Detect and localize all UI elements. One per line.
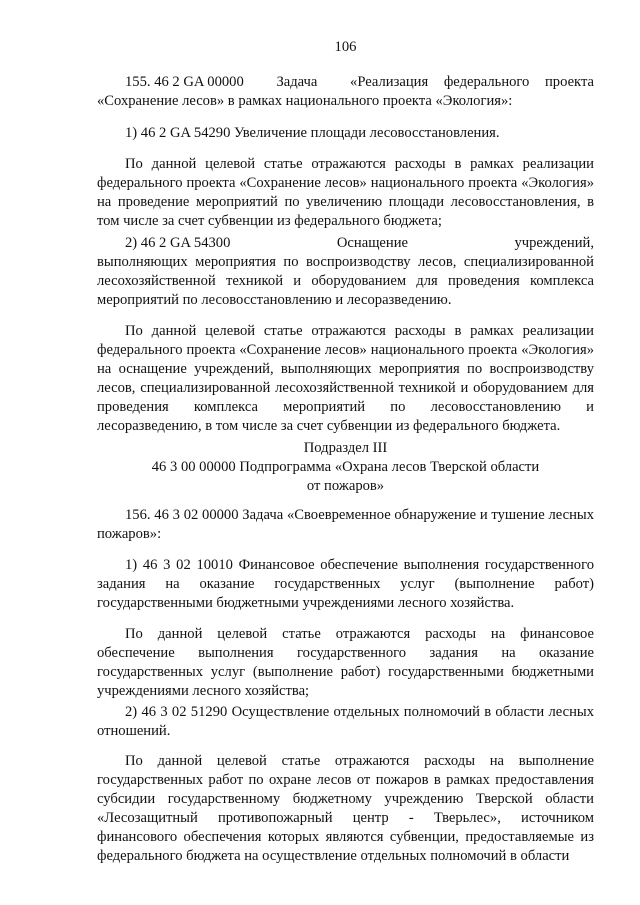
- paragraph-4: По данной целевой статье отражаются расходы на выполнение государственных работ по охране лесов от пожаров в рамках предоставления субсидии государственному бюджетному учреждению Тверской области «Лесозащитный противопожарный центр - Тверьлес», источником финансового обеспечения которых являются субвенции, предоставляемые из федерального бюджета на осуществление отдельных полномочий в области: [97, 753, 594, 864]
- item-2-line1: [97, 234, 594, 253]
- task-155-word: Задача: [276, 74, 318, 90]
- item-2-word1: Оснащение: [336, 235, 409, 251]
- paragraph-1: По данной целевой статье отражаются расходы в рамках реализации федерального проекта «Сохранение лесов» национального проекта «Экология» на проведение мероприятий по увеличению площади лесовосстановления, в том числе за счет субвенции из федерального бюджета;: [97, 156, 594, 229]
- task-155-title: «Реализация федерального проекта: [350, 74, 594, 90]
- subsection-title-cont: от пожаров»: [306, 478, 385, 494]
- task-155-line1: [97, 73, 594, 92]
- subsection-label: Подраздел III: [303, 440, 388, 456]
- task-155: [97, 73, 594, 111]
- paragraph-2: По данной целевой статье отражаются расходы в рамках реализации федерального проекта «Сохранение лесов» национального проекта «Экология» на оснащение учреждений, выполняющих мероприятия по воспроизводству лесов, специализированной лесохозяйственной техникой и оборудованием для проведения комплекса мероприятий по лесовосстановлению и лесоразведению, в том числе за счет субвенции из федерального бюджета.: [97, 323, 594, 434]
- item-2-rest: выполняющих мероприятия по воспроизводству лесов, специализированной лесохозяйственной техникой и оборудованием для проведения комплекса мероприятий по лесовосстановлению и лесоразведению.: [97, 254, 594, 308]
- task-155-code: 155. 46 2 GA 00000: [125, 74, 244, 90]
- paragraph-3: По данной целевой статье отражаются расходы на финансовое обеспечение выполнения государственного задания на оказание государственных услуг (выполнение работ) государственными бюджетными учреждениями лесного хозяйства;: [97, 626, 594, 699]
- task-156: 156. 46 3 02 00000 Задача «Своевременное обнаружение и тушение лесных пожаров»:: [97, 507, 594, 542]
- page-number: 106: [334, 39, 357, 55]
- subsection-heading: [97, 439, 594, 496]
- task-155-title-rest: «Сохранение лесов» в рамках национального проекта «Экология»:: [97, 93, 513, 109]
- item-1: 1) 46 2 GA 54290 Увеличение площади лесовосстановления.: [125, 125, 500, 141]
- subsection-title: 46 3 00 00000 Подпрограмма «Охрана лесов Тверской области: [151, 459, 540, 475]
- item-4: 2) 46 3 02 51290 Осуществление отдельных полномочий в области лесных отношений.: [97, 704, 594, 739]
- item-2-code: 2) 46 2 GA 54300: [125, 235, 231, 251]
- item-2-word2: учреждений,: [514, 235, 594, 251]
- item-2: [97, 234, 594, 310]
- item-3: 1) 46 3 02 10010 Финансовое обеспечение выполнения государственного задания на оказание государственных услуг (выполнение работ) государственными бюджетными учреждениями лесного хозяйства.: [97, 557, 594, 611]
